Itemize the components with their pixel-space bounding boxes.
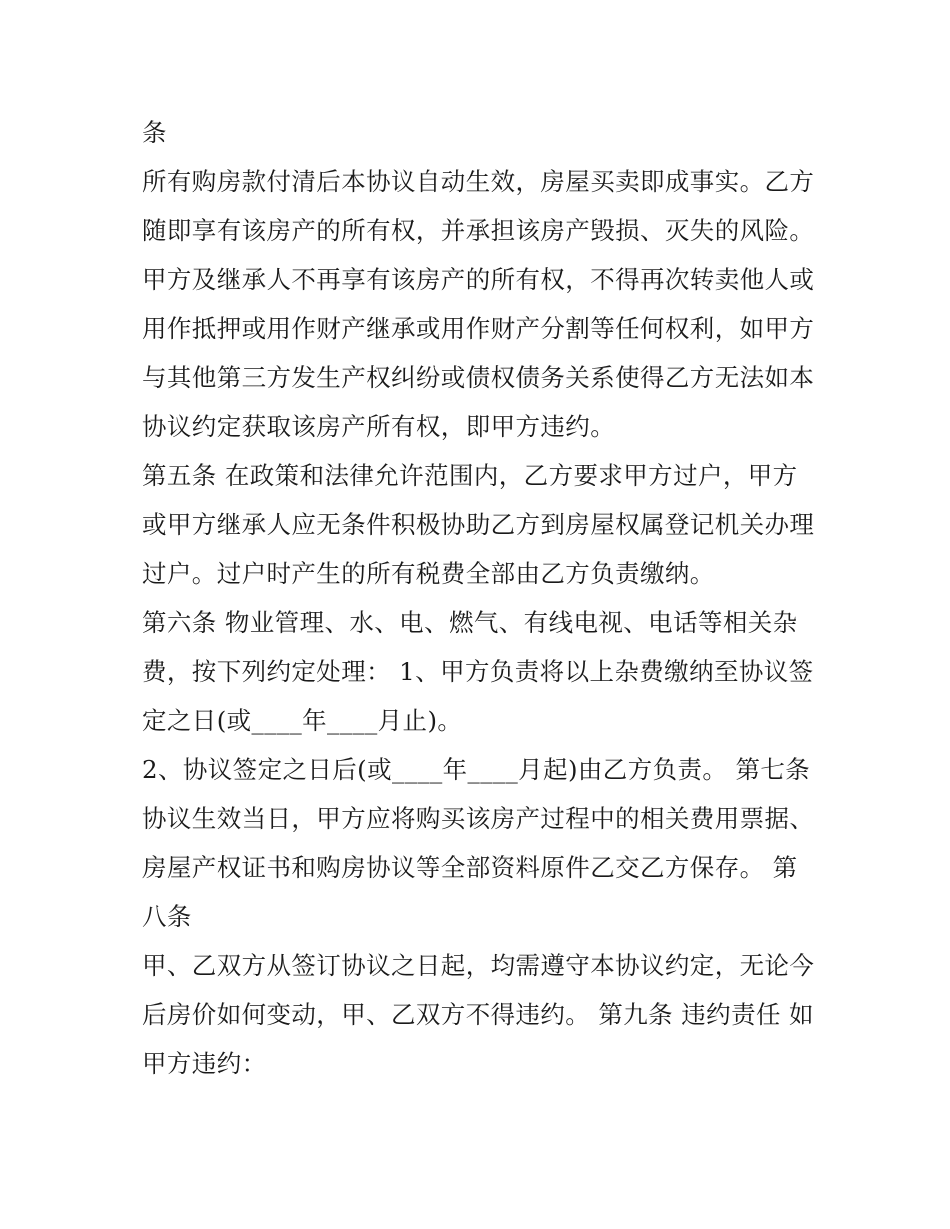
text-line: 协议生效当日，甲方应将购买该房产过程中的相关费用票据、 bbox=[142, 804, 815, 833]
text-line: 甲方违约： bbox=[142, 1049, 267, 1078]
text-line: 条 bbox=[142, 118, 167, 147]
text-line: 所有购房款付清后本协议自动生效，房屋买卖即成事实。乙方 bbox=[142, 167, 815, 196]
text-line: 费，按下列约定处理： 1、甲方负责将以上杂费缴纳至协议签 bbox=[142, 657, 814, 686]
article-5-line: 第五条 在政策和法律允许范围内，乙方要求甲方过户，甲方 bbox=[142, 461, 798, 490]
text-line: 或甲方继承人应无条件积极协助乙方到房屋权属登记机关办理 bbox=[142, 510, 815, 539]
text-line: 协议约定获取该房产所有权，即甲方违约。 bbox=[142, 412, 616, 441]
text-line: 后房价如何变动，甲、乙双方不得违约。 第九条 违约责任 如 bbox=[142, 1000, 814, 1029]
text-line: 房屋产权证书和购房协议等全部资料原件乙交乙方保存。 第 bbox=[142, 853, 798, 882]
article-6-line: 第六条 物业管理、水、电、燃气、有线电视、电话等相关杂 bbox=[142, 608, 798, 637]
text-line: 与其他第三方发生产权纠纷或债权债务关系使得乙方无法如本 bbox=[142, 363, 815, 392]
text-line: 过户。过户时产生的所有税费全部由乙方负责缴纳。 bbox=[142, 559, 715, 588]
text-line: 2、协议签定之日后(或____年____月起)由乙方负责。 第七条 bbox=[142, 755, 811, 784]
text-line: 甲方及继承人不再享有该房产的所有权，不得再次转卖他人或 bbox=[142, 265, 815, 294]
text-line: 定之日(或____年____月止)。 bbox=[142, 706, 463, 735]
text-line: 八条 bbox=[142, 902, 192, 931]
document-body bbox=[142, 108, 822, 1088]
text-line: 甲、乙双方从签订协议之日起，均需遵守本协议约定，无论今 bbox=[142, 951, 815, 980]
text-line: 随即享有该房产的所有权，并承担该房产毁损、灭失的风险。 bbox=[142, 216, 815, 245]
text-line: 用作抵押或用作财产继承或用作财产分割等任何权利，如甲方 bbox=[142, 314, 815, 343]
